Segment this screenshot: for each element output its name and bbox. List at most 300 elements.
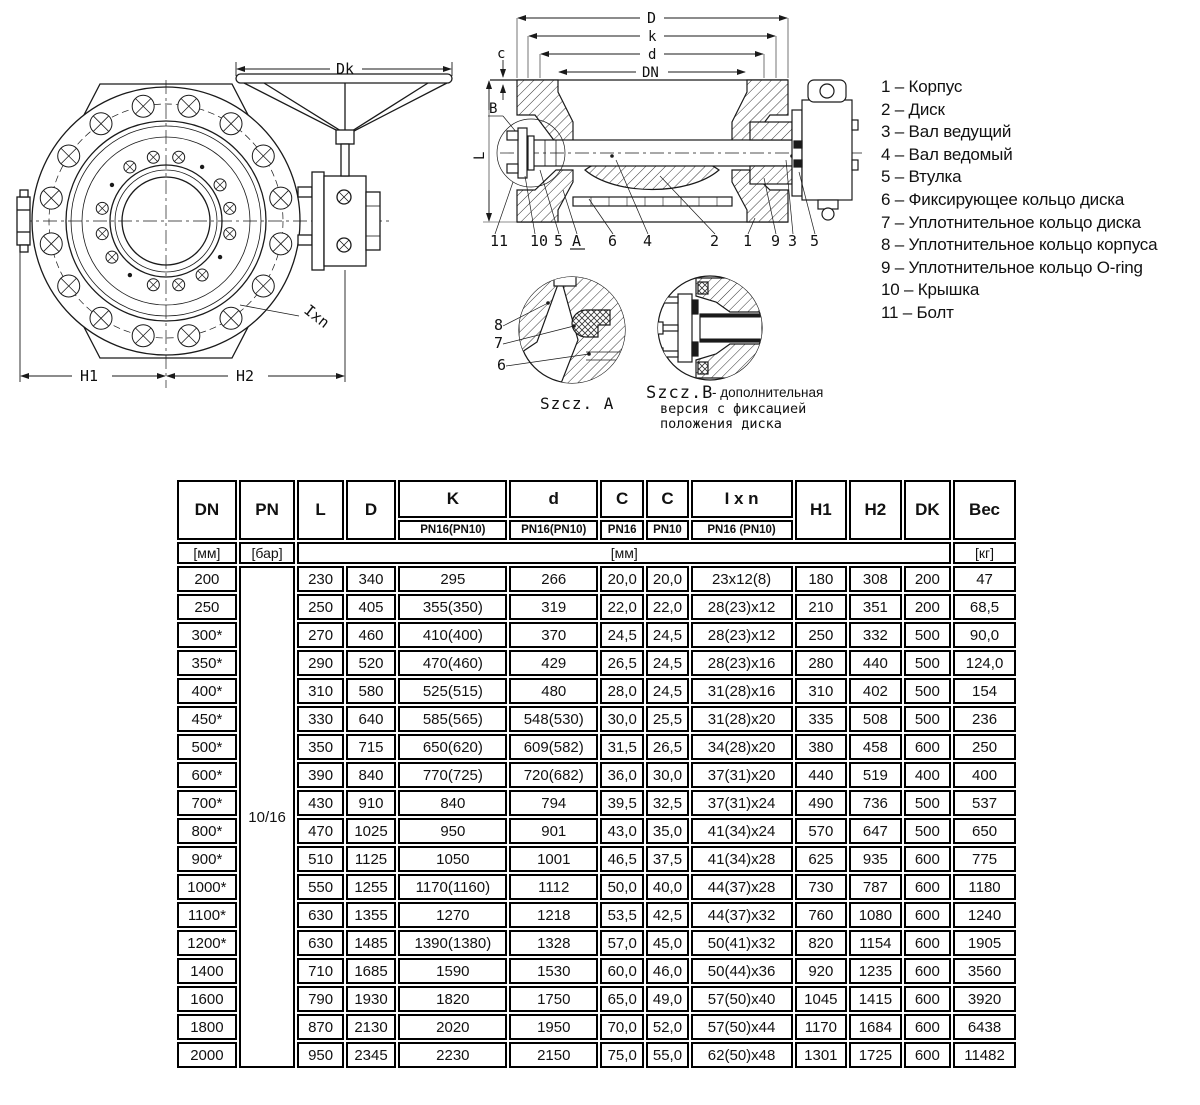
disc-pin-icon — [128, 273, 132, 277]
disc-pin-icon — [218, 255, 222, 259]
section-dimensions — [517, 9, 788, 81]
cell-value: 1590 — [398, 958, 507, 984]
cell-value: 47 — [953, 566, 1016, 592]
cell-value: 458 — [849, 734, 902, 760]
cell-value: 370 — [509, 622, 598, 648]
cell-value: 790 — [297, 986, 343, 1012]
cell-pn-merged: 10/16 — [239, 566, 296, 1068]
col-header-c1: C — [600, 480, 644, 518]
cell-value: 650 — [953, 818, 1016, 844]
cell-value: 550 — [297, 874, 343, 900]
section-callout-label: 5 — [554, 232, 564, 250]
cell-value: 26,5 — [646, 734, 688, 760]
cell-value: 24,5 — [646, 622, 688, 648]
cell-dn: 350* — [177, 650, 237, 676]
cell-value: 920 — [795, 958, 848, 984]
front-view — [17, 60, 452, 388]
cell-value: 600 — [904, 958, 951, 984]
cell-value: 6438 — [953, 1014, 1016, 1040]
section-callout-label: 10 — [530, 232, 549, 250]
cell-value: 2130 — [346, 1014, 396, 1040]
cell-value: 24,5 — [600, 622, 644, 648]
col-header-bec: Вес — [953, 480, 1016, 540]
cell-value: 1820 — [398, 986, 507, 1012]
cell-value: 1218 — [509, 902, 598, 928]
cell-value: 35,0 — [646, 818, 688, 844]
cell-dn: 2000 — [177, 1042, 237, 1068]
cell-value: 200 — [904, 594, 951, 620]
table-row — [177, 790, 1016, 816]
shaft-stub-left — [17, 190, 30, 252]
table-row — [177, 902, 1016, 928]
cell-value: 180 — [795, 566, 848, 592]
cell-value: 60,0 — [600, 958, 644, 984]
cell-value: 250 — [297, 594, 343, 620]
dim-c-label: c — [497, 46, 506, 62]
cell-value: 31(28)x20 — [691, 706, 793, 732]
parts-list-item: 5 – Втулка — [881, 167, 962, 187]
cell-dn: 1200* — [177, 930, 237, 956]
dimensions-table — [175, 478, 1018, 1070]
cell-value: 20,0 — [646, 566, 688, 592]
cell-value: 500 — [904, 790, 951, 816]
subheader-dsmall: PN16(PN10) — [509, 520, 598, 540]
detail-b-note-1: - дополнительная — [712, 385, 824, 400]
cell-value: 340 — [346, 566, 396, 592]
parts-list-item: 6 – Фиксирующее кольцо диска — [881, 189, 1125, 209]
cell-value: 710 — [297, 958, 343, 984]
cell-value: 23x12(8) — [691, 566, 793, 592]
units-pn: [бар] — [239, 542, 296, 564]
cell-value: 65,0 — [600, 986, 644, 1012]
table-row — [177, 566, 1016, 592]
cell-value: 351 — [849, 594, 902, 620]
cell-value: 1170 — [795, 1014, 848, 1040]
cell-value: 650(620) — [398, 734, 507, 760]
cell-value: 22,0 — [646, 594, 688, 620]
col-header-l: L — [297, 480, 343, 540]
cell-value: 770(725) — [398, 762, 507, 788]
cell-value: 630 — [297, 902, 343, 928]
table-row — [177, 734, 1016, 760]
cell-dn: 1100* — [177, 902, 237, 928]
col-header-k: K — [398, 480, 507, 518]
cell-value: 308 — [849, 566, 902, 592]
cell-value: 37,5 — [646, 846, 688, 872]
cell-value: 760 — [795, 902, 848, 928]
table-row — [177, 818, 1016, 844]
cell-value: 28,0 — [600, 678, 644, 704]
cell-value: 2020 — [398, 1014, 507, 1040]
cell-value: 2345 — [346, 1042, 396, 1068]
cell-value: 266 — [509, 566, 598, 592]
cell-value: 730 — [795, 874, 848, 900]
cell-value: 794 — [509, 790, 598, 816]
gearbox-actuator — [298, 172, 380, 270]
cell-value: 50(44)x36 — [691, 958, 793, 984]
cell-value: 52,0 — [646, 1014, 688, 1040]
cell-value: 736 — [849, 790, 902, 816]
cell-value: 1112 — [509, 874, 598, 900]
cell-value: 490 — [795, 790, 848, 816]
dim-dsmall-label: d — [648, 47, 657, 63]
cell-value: 44(37)x32 — [691, 902, 793, 928]
cell-value: 640 — [346, 706, 396, 732]
detail-a — [494, 272, 626, 413]
cell-value: 310 — [297, 678, 343, 704]
cell-value: 500 — [904, 650, 951, 676]
parts-list-item: 3 – Вал ведущий — [881, 122, 1012, 142]
detail-b-note-3: положения диска — [660, 416, 782, 432]
cell-value: 30,0 — [646, 762, 688, 788]
cell-value: 625 — [795, 846, 848, 872]
cell-value: 585(565) — [398, 706, 507, 732]
cell-dn: 900* — [177, 846, 237, 872]
col-header-h1: H1 — [795, 480, 848, 540]
section-callout-label: 2 — [710, 232, 720, 250]
cell-value: 600 — [904, 846, 951, 872]
cell-value: 600 — [904, 1042, 951, 1068]
cell-value: 39,5 — [600, 790, 644, 816]
parts-list-item: 10 – Крышка — [881, 280, 980, 300]
cell-value: 840 — [346, 762, 396, 788]
cell-value: 470(460) — [398, 650, 507, 676]
section-callout-label: 5 — [810, 232, 820, 250]
cell-value: 42,5 — [646, 902, 688, 928]
col-header-dn: DN — [177, 480, 237, 540]
cell-value: 390 — [297, 762, 343, 788]
cell-value: 1240 — [953, 902, 1016, 928]
detail-a-callout-label: 8 — [494, 316, 504, 334]
cell-value: 41(34)x28 — [691, 846, 793, 872]
cell-value: 1685 — [346, 958, 396, 984]
cell-value: 440 — [849, 650, 902, 676]
cell-value: 430 — [297, 790, 343, 816]
cell-dn: 250 — [177, 594, 237, 620]
cell-value: 280 — [795, 650, 848, 676]
cell-value: 210 — [795, 594, 848, 620]
cell-value: 609(582) — [509, 734, 598, 760]
cell-value: 32,5 — [646, 790, 688, 816]
table-row — [177, 622, 1016, 648]
cell-value: 1270 — [398, 902, 507, 928]
cell-value: 3920 — [953, 986, 1016, 1012]
cell-dn: 1000* — [177, 874, 237, 900]
cell-value: 230 — [297, 566, 343, 592]
cell-value: 715 — [346, 734, 396, 760]
dim-dn-label: DN — [642, 65, 659, 81]
cell-value: 519 — [849, 762, 902, 788]
cell-value: 236 — [953, 706, 1016, 732]
cell-value: 1025 — [346, 818, 396, 844]
dim-k-label: k — [648, 29, 657, 45]
cell-value: 75,0 — [600, 1042, 644, 1068]
cell-value: 870 — [297, 1014, 343, 1040]
section-callout-label: A — [572, 232, 582, 250]
table-row — [177, 1014, 1016, 1040]
col-header-dsmall: d — [509, 480, 598, 518]
cell-value: 44(37)x28 — [691, 874, 793, 900]
cell-value: 1725 — [849, 1042, 902, 1068]
cell-value: 470 — [297, 818, 343, 844]
subheader-c2: PN10 — [646, 520, 688, 540]
cell-value: 24,5 — [646, 650, 688, 676]
section-callout-label: 9 — [771, 232, 781, 250]
cell-value: 500 — [904, 706, 951, 732]
parts-list-item: 4 – Вал ведомый — [881, 144, 1013, 164]
cell-value: 1125 — [346, 846, 396, 872]
table-row — [177, 846, 1016, 872]
section-callout-label: 4 — [643, 232, 653, 250]
cell-value: 45,0 — [646, 930, 688, 956]
parts-list-item: 8 – Уплотнительное кольцо корпуса — [881, 235, 1158, 255]
cell-value: 600 — [904, 1014, 951, 1040]
cell-value: 30,0 — [600, 706, 644, 732]
table-row — [177, 958, 1016, 984]
cell-value: 600 — [904, 986, 951, 1012]
cell-value: 935 — [849, 846, 902, 872]
cell-value: 295 — [398, 566, 507, 592]
cell-dn: 1600 — [177, 986, 237, 1012]
cell-value: 355(350) — [398, 594, 507, 620]
cell-value: 37(31)x24 — [691, 790, 793, 816]
detail-a-callout-label: 6 — [497, 356, 507, 374]
table-row — [177, 594, 1016, 620]
cell-value: 580 — [346, 678, 396, 704]
cell-value: 820 — [795, 930, 848, 956]
cell-value: 28(23)x12 — [691, 622, 793, 648]
cell-value: 480 — [509, 678, 598, 704]
cell-value: 1355 — [346, 902, 396, 928]
cell-value: 1485 — [346, 930, 396, 956]
cell-value: 510 — [297, 846, 343, 872]
cell-dn: 450* — [177, 706, 237, 732]
cell-dn: 1800 — [177, 1014, 237, 1040]
col-header-ixn: I x n — [691, 480, 793, 518]
cell-dn: 500* — [177, 734, 237, 760]
cell-value: 49,0 — [646, 986, 688, 1012]
dim-d-label: D — [647, 9, 657, 27]
cell-value: 600 — [904, 930, 951, 956]
col-header-d: D — [346, 480, 396, 540]
table-row — [177, 650, 1016, 676]
cell-value: 46,0 — [646, 958, 688, 984]
detail-a-caption: Szcz. A — [540, 394, 615, 413]
parts-list-item: 9 – Уплотнительное кольцо O-ring — [881, 257, 1143, 277]
cell-value: 2150 — [509, 1042, 598, 1068]
cell-value: 1045 — [795, 986, 848, 1012]
cell-value: 600 — [904, 734, 951, 760]
cell-value: 250 — [953, 734, 1016, 760]
cell-value: 1235 — [849, 958, 902, 984]
cell-value: 380 — [795, 734, 848, 760]
subheader-k: PN16(PN10) — [398, 520, 507, 540]
cell-value: 840 — [398, 790, 507, 816]
h1-label: H1 — [80, 367, 99, 385]
parts-list-item: 2 – Диск — [881, 99, 945, 119]
cell-value: 1170(1160) — [398, 874, 507, 900]
cell-value: 429 — [509, 650, 598, 676]
parts-list-item: 1 – Корпус — [881, 77, 963, 96]
subheader-c1: PN16 — [600, 520, 644, 540]
table-row — [177, 762, 1016, 788]
cell-value: 500 — [904, 818, 951, 844]
cell-value: 440 — [795, 762, 848, 788]
cell-value: 270 — [297, 622, 343, 648]
table-row — [177, 930, 1016, 956]
cell-value: 28(23)x12 — [691, 594, 793, 620]
cell-value: 537 — [953, 790, 1016, 816]
disc-pin-icon — [110, 183, 114, 187]
cell-value: 290 — [297, 650, 343, 676]
cell-value: 500 — [904, 678, 951, 704]
cell-value: 400 — [953, 762, 1016, 788]
dim-b-label: B — [489, 101, 498, 117]
cell-value: 124,0 — [953, 650, 1016, 676]
cell-value: 250 — [795, 622, 848, 648]
section-callout-label: 6 — [608, 232, 618, 250]
cell-value: 1530 — [509, 958, 598, 984]
cell-value: 53,5 — [600, 902, 644, 928]
cell-value: 1050 — [398, 846, 507, 872]
units-dn: [мм] — [177, 542, 237, 564]
col-header-c2: C — [646, 480, 688, 518]
cell-value: 1415 — [849, 986, 902, 1012]
cell-value: 40,0 — [646, 874, 688, 900]
cell-value: 36,0 — [600, 762, 644, 788]
section-callout-label: 1 — [743, 232, 753, 250]
cell-value: 22,0 — [600, 594, 644, 620]
cell-value: 3560 — [953, 958, 1016, 984]
cell-value: 548(530) — [509, 706, 598, 732]
cell-value: 50(41)x32 — [691, 930, 793, 956]
cell-value: 41(34)x24 — [691, 818, 793, 844]
h2-label: H2 — [236, 367, 255, 385]
cell-value: 901 — [509, 818, 598, 844]
cell-value: 335 — [795, 706, 848, 732]
cell-dn: 400* — [177, 678, 237, 704]
table-row — [177, 1042, 1016, 1068]
cell-value: 400 — [904, 762, 951, 788]
cell-value: 31,5 — [600, 734, 644, 760]
cell-value: 950 — [398, 818, 507, 844]
seat-ring — [573, 197, 732, 206]
cell-value: 1301 — [795, 1042, 848, 1068]
cell-value: 350 — [297, 734, 343, 760]
dimensions-table-wrap — [175, 478, 1018, 1070]
cell-dn: 1400 — [177, 958, 237, 984]
cell-value: 520 — [346, 650, 396, 676]
units-mid: [мм] — [297, 542, 951, 564]
cell-value: 647 — [849, 818, 902, 844]
cell-value: 31(28)x16 — [691, 678, 793, 704]
section-callout-label: 3 — [788, 232, 798, 250]
cell-value: 332 — [849, 622, 902, 648]
section-view — [472, 9, 862, 250]
table-row — [177, 678, 1016, 704]
parts-list — [881, 76, 1200, 325]
table-row — [177, 706, 1016, 732]
detail-b-caption: Szcz.B — [646, 383, 714, 403]
cell-dn: 600* — [177, 762, 237, 788]
col-header-h2: H2 — [849, 480, 902, 540]
cell-value: 525(515) — [398, 678, 507, 704]
cell-value: 57,0 — [600, 930, 644, 956]
cell-value: 1180 — [953, 874, 1016, 900]
cell-value: 1255 — [346, 874, 396, 900]
cell-value: 20,0 — [600, 566, 644, 592]
subheader-ixn: PN16 (PN10) — [691, 520, 793, 540]
cell-value: 154 — [953, 678, 1016, 704]
cell-value: 25,5 — [646, 706, 688, 732]
cell-value: 11482 — [953, 1042, 1016, 1068]
cell-value: 460 — [346, 622, 396, 648]
cell-dn: 800* — [177, 818, 237, 844]
cell-value: 950 — [297, 1042, 343, 1068]
cell-value: 1001 — [509, 846, 598, 872]
table-row — [177, 874, 1016, 900]
cell-value: 720(682) — [509, 762, 598, 788]
cell-value: 200 — [904, 566, 951, 592]
cell-value: 28(23)x16 — [691, 650, 793, 676]
cell-value: 57(50)x40 — [691, 986, 793, 1012]
cell-value: 1390(1380) — [398, 930, 507, 956]
cell-value: 1930 — [346, 986, 396, 1012]
cell-value: 410(400) — [398, 622, 507, 648]
table-row — [177, 986, 1016, 1012]
cell-value: 43,0 — [600, 818, 644, 844]
cell-value: 508 — [849, 706, 902, 732]
cell-value: 50,0 — [600, 874, 644, 900]
cell-value: 402 — [849, 678, 902, 704]
cell-value: 1080 — [849, 902, 902, 928]
cell-value: 57(50)x44 — [691, 1014, 793, 1040]
cell-value: 90,0 — [953, 622, 1016, 648]
cell-value: 1684 — [849, 1014, 902, 1040]
cell-value: 1328 — [509, 930, 598, 956]
detail-b-note-2: версия с фиксацией — [660, 401, 807, 417]
cell-value: 37(31)x20 — [691, 762, 793, 788]
cell-value: 70,0 — [600, 1014, 644, 1040]
cell-value: 1905 — [953, 930, 1016, 956]
cell-value: 775 — [953, 846, 1016, 872]
cell-value: 1154 — [849, 930, 902, 956]
cell-value: 1750 — [509, 986, 598, 1012]
cell-value: 310 — [795, 678, 848, 704]
units-bec: [кг] — [953, 542, 1016, 564]
cell-dn: 300* — [177, 622, 237, 648]
cell-value: 26,5 — [600, 650, 644, 676]
cell-value: 62(50)x48 — [691, 1042, 793, 1068]
cell-value: 600 — [904, 902, 951, 928]
cell-value: 34(28)x20 — [691, 734, 793, 760]
cell-value: 330 — [297, 706, 343, 732]
cell-dn: 200 — [177, 566, 237, 592]
col-header-dk: DK — [904, 480, 951, 540]
cell-value: 787 — [849, 874, 902, 900]
parts-list-item: 7 – Уплотнительное кольцо диска — [881, 212, 1141, 232]
cell-value: 319 — [509, 594, 598, 620]
dk-label: Dk — [336, 60, 355, 78]
cell-value: 910 — [346, 790, 396, 816]
disc-pin-icon — [200, 165, 204, 169]
col-header-pn: PN — [239, 480, 296, 540]
cell-value: 24,5 — [646, 678, 688, 704]
cell-value: 600 — [904, 874, 951, 900]
ixn-label: Ixn — [300, 300, 333, 332]
cell-value: 570 — [795, 818, 848, 844]
cell-value: 55,0 — [646, 1042, 688, 1068]
